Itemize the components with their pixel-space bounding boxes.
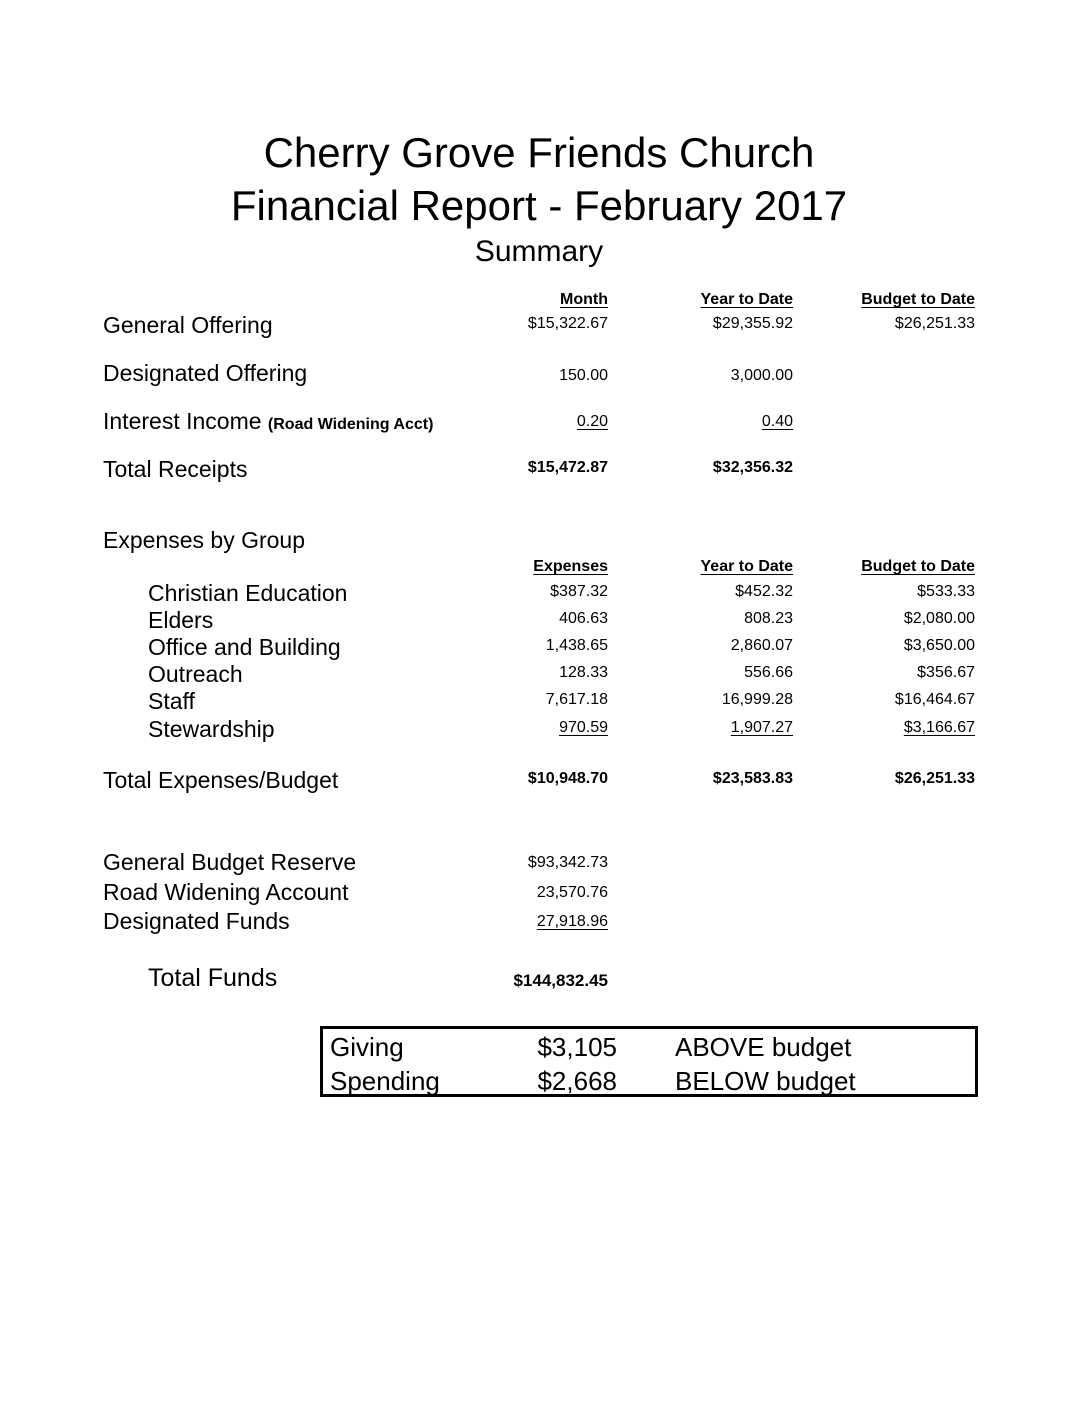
value-expenses: $10,948.70 [527, 770, 608, 787]
value-year-to-date: 808.23 [744, 610, 793, 627]
row-label: Office and Building [148, 634, 341, 660]
value-budget-to-date: $356.67 [917, 664, 975, 681]
summary-label: Spending [330, 1066, 440, 1096]
summary-label: Giving [330, 1032, 404, 1062]
table-row-stewardship [0, 716, 1088, 746]
summary-amount: $2,668 [537, 1066, 617, 1096]
value-budget-to-date: $2,080.00 [903, 610, 975, 627]
column-header-budget-to-date: Budget to Date [861, 291, 975, 308]
row-label: Designated Offering [103, 360, 308, 386]
section-label: Expenses by Group [103, 527, 306, 553]
value-budget-to-date: $16,464.67 [894, 691, 975, 708]
row-label: Christian Education [148, 580, 348, 606]
table-row-outreach [0, 661, 1088, 691]
column-header-year-to-date: Year to Date [700, 291, 793, 308]
row-label: Elders [148, 607, 214, 633]
report-title-block [0, 126, 1078, 271]
value-year-to-date: 556.66 [744, 664, 793, 681]
table-row-interest-income [0, 408, 1088, 438]
table-row-road-widening-account [0, 879, 1088, 909]
table-row-general-offering [0, 312, 1088, 342]
column-header-expenses: Expenses [533, 558, 608, 575]
report-title-line2: Financial Report - February 2017 [230, 182, 848, 230]
summary-row-spending [323, 1064, 975, 1097]
row-label-note: (Road Widening Acct) [267, 416, 434, 433]
value-expenses: 1,438.65 [545, 637, 608, 654]
value-amount: 27,918.96 [536, 913, 608, 930]
summary-amount: $3,105 [537, 1032, 617, 1062]
value-year-to-date: $452.32 [735, 583, 793, 600]
value-expenses: 7,617.18 [545, 691, 608, 708]
row-label: Staff [148, 688, 195, 714]
table-row-elders [0, 607, 1088, 637]
section-header-expenses-by-group [0, 527, 1088, 557]
value-expenses: 128.33 [559, 664, 608, 681]
value-year-to-date: $29,355.92 [712, 315, 793, 332]
value-expenses: 970.59 [559, 719, 608, 736]
value-month: 150.00 [559, 367, 608, 384]
table-row-christian-education [0, 580, 1088, 610]
table-row-total-funds [0, 964, 1088, 994]
row-label: Total Funds [148, 964, 278, 992]
table-row-designated-offering [0, 360, 1088, 390]
value-year-to-date: 0.40 [761, 413, 793, 430]
row-label: Outreach [148, 661, 243, 687]
table-row-office-and-building [0, 634, 1088, 664]
value-year-to-date: $32,356.32 [712, 459, 793, 476]
value-budget-to-date: $26,251.33 [894, 315, 975, 332]
summary-status: ABOVE budget [675, 1032, 852, 1062]
summary-row-giving [323, 1030, 975, 1063]
value-year-to-date: 2,860.07 [730, 637, 793, 654]
report-subtitle: Summary [474, 234, 604, 268]
value-year-to-date: $23,583.83 [712, 770, 793, 787]
value-budget-to-date: $3,650.00 [903, 637, 975, 654]
row-label: Stewardship [148, 716, 275, 742]
value-budget-to-date: $533.33 [917, 583, 975, 600]
table-row-staff [0, 688, 1088, 718]
row-label: Designated Funds [103, 908, 290, 934]
value-year-to-date: 16,999.28 [721, 691, 793, 708]
row-label: Interest Income (Road Widening Acct) [103, 408, 434, 434]
value-year-to-date: 3,000.00 [730, 367, 793, 384]
value-budget-to-date: $3,166.67 [903, 719, 975, 736]
value-amount: $144,832.45 [513, 971, 608, 990]
table-row-general-budget-reserve [0, 849, 1088, 879]
value-expenses: 406.63 [559, 610, 608, 627]
report-title-line1: Cherry Grove Friends Church [263, 129, 815, 176]
budget-summary-box [320, 1026, 978, 1097]
column-header-month: Month [560, 291, 608, 308]
value-expenses: $387.32 [550, 583, 608, 600]
row-label: General Budget Reserve [103, 849, 357, 875]
row-label: Road Widening Account [103, 879, 349, 905]
table-row-total-receipts [0, 456, 1088, 486]
table-row-total-expenses-budget [0, 767, 1088, 797]
table-row-designated-funds [0, 908, 1088, 938]
column-header-budget-to-date: Budget to Date [861, 558, 975, 575]
value-month: 0.20 [576, 413, 608, 430]
row-label: General Offering [103, 312, 273, 338]
value-month: $15,322.67 [527, 315, 608, 332]
column-header-year-to-date: Year to Date [700, 558, 793, 575]
value-amount: $93,342.73 [527, 854, 608, 871]
value-amount: 23,570.76 [536, 884, 608, 901]
value-month: $15,472.87 [527, 459, 608, 476]
summary-status: BELOW budget [675, 1066, 856, 1096]
value-year-to-date: 1,907.27 [730, 719, 793, 736]
value-budget-to-date: $26,251.33 [894, 770, 975, 787]
row-label: Total Receipts [103, 456, 248, 482]
row-label: Total Expenses/Budget [103, 767, 339, 793]
